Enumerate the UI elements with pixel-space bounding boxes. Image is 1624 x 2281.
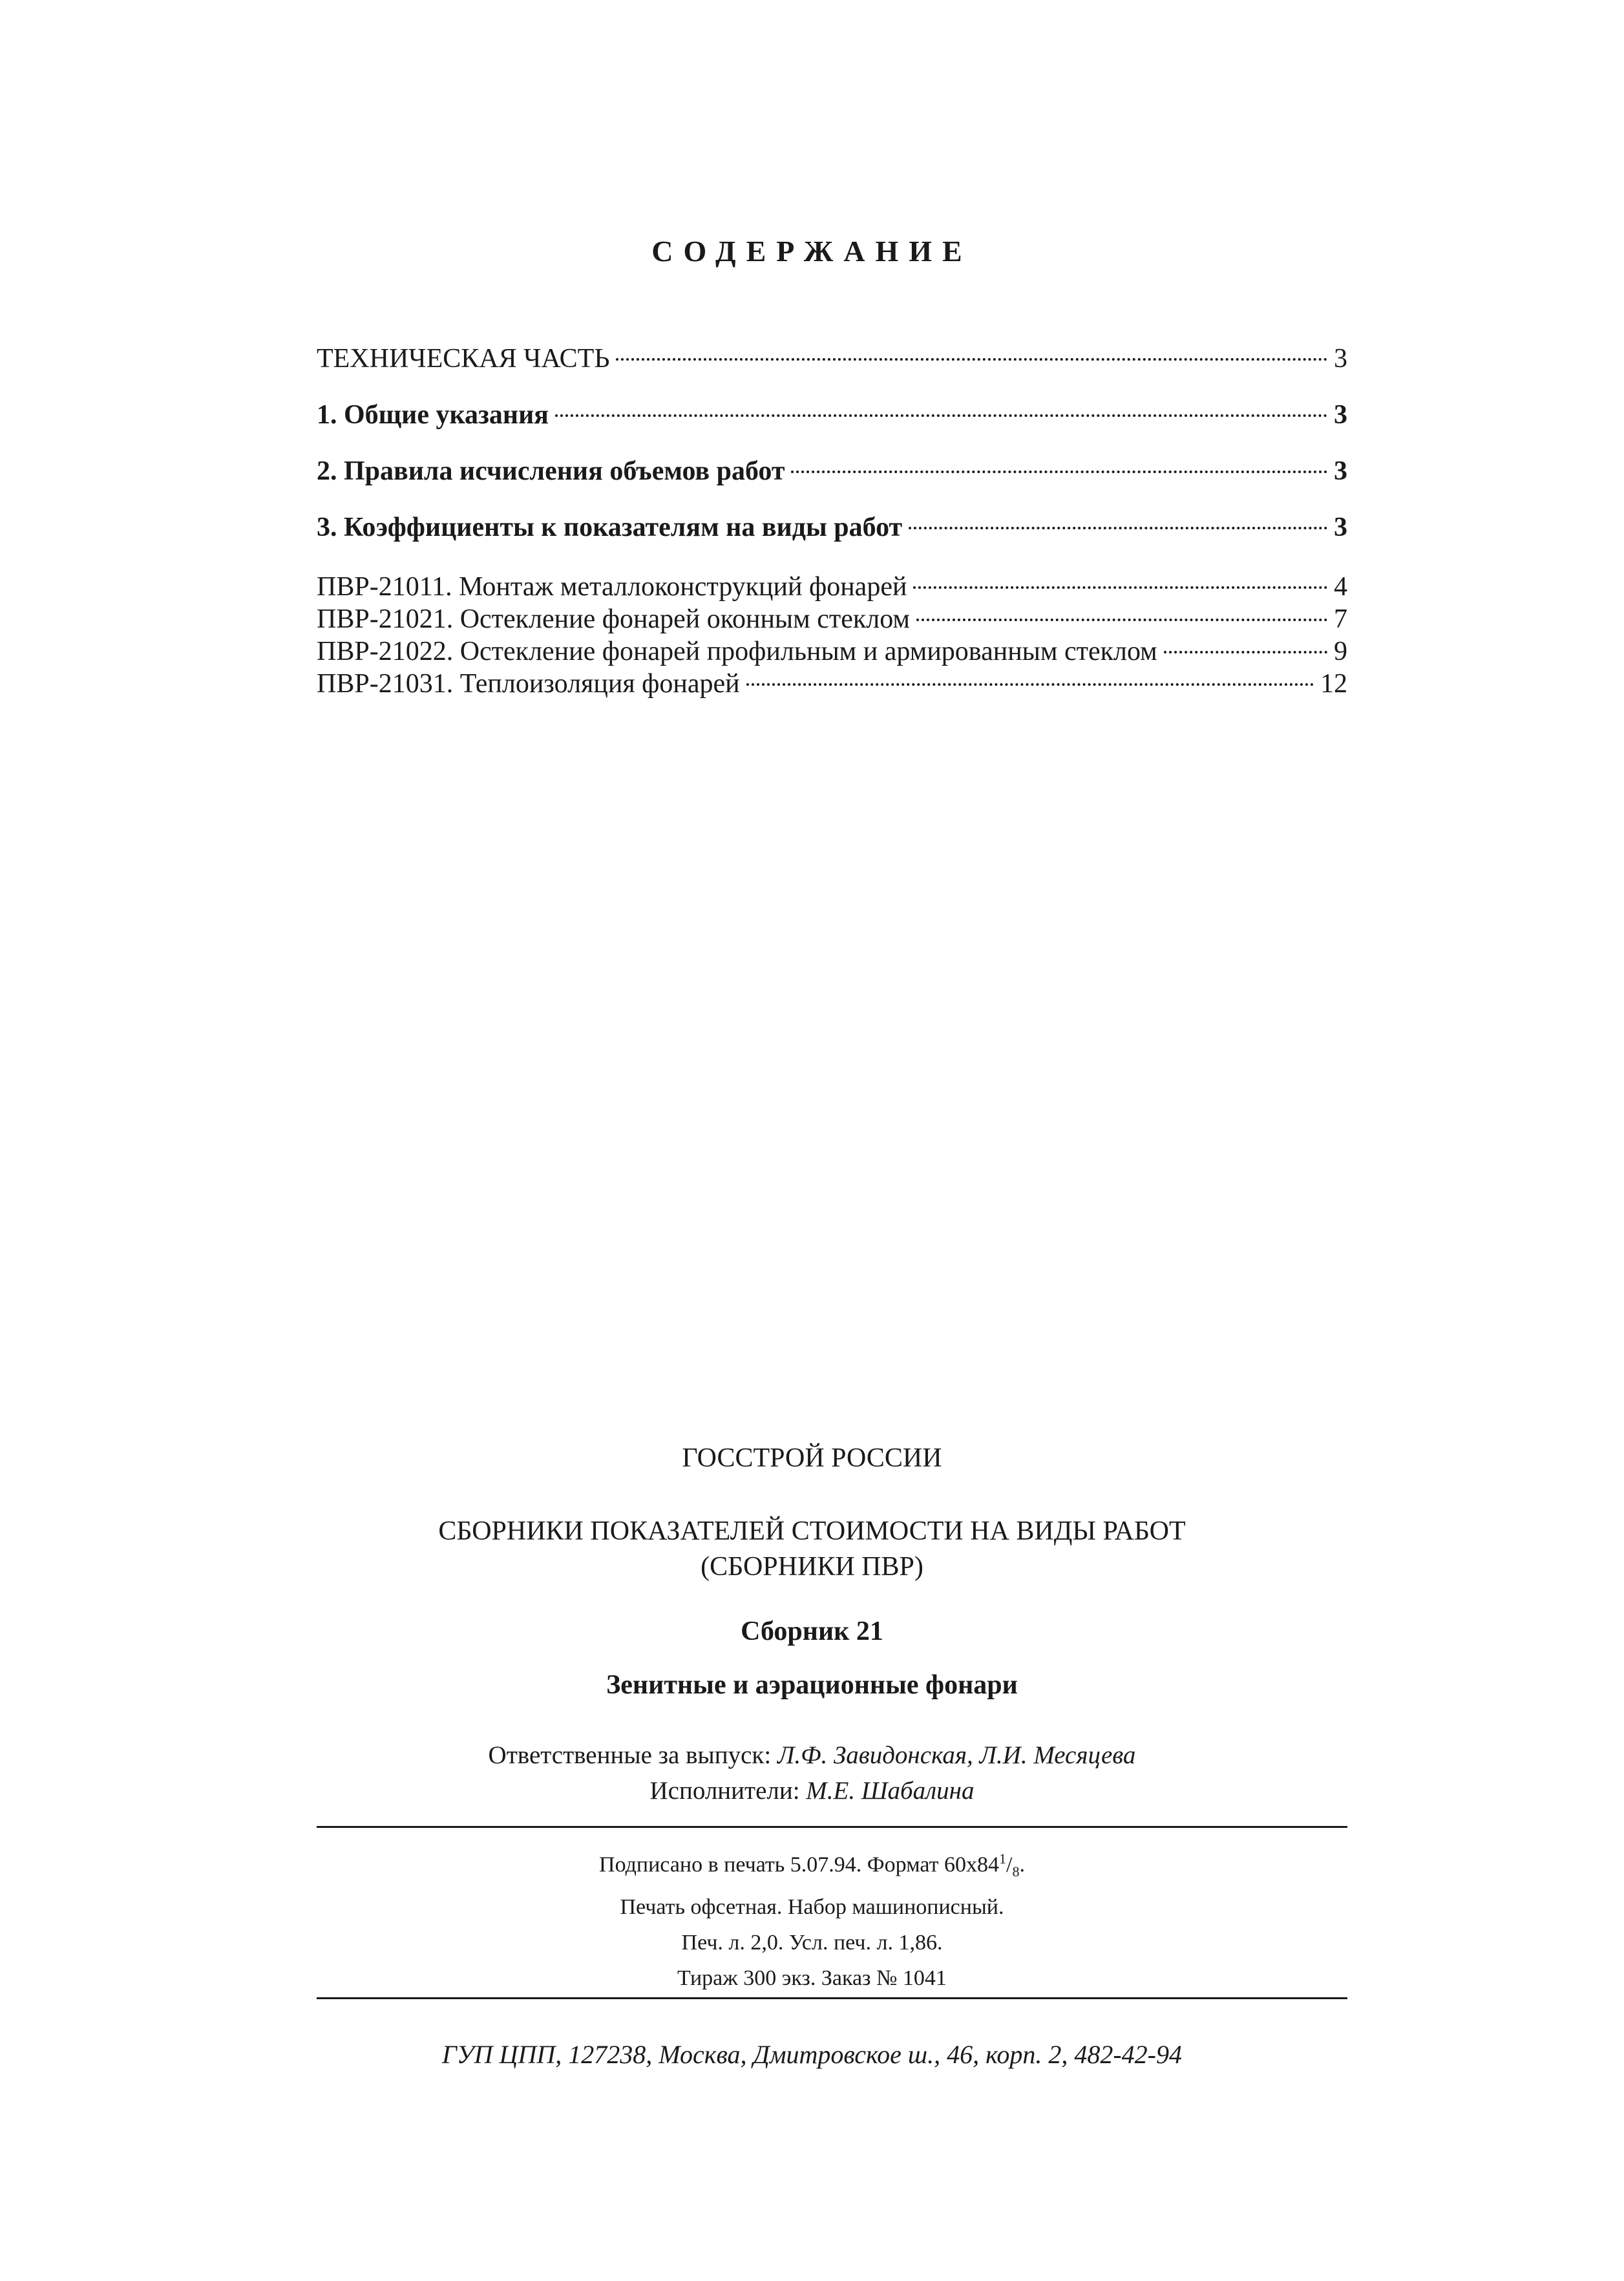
toc-entry-page: 3 (1334, 400, 1347, 430)
toc-entry-page: 3 (1334, 456, 1347, 486)
print-type-line: Печать офсетная. Набор машинописный. (620, 1895, 1004, 1920)
toc-leader-dots (909, 527, 1327, 529)
toc-entry-label: 2. Правила исчисления объемов работ (317, 456, 785, 486)
format-fraction-numerator: 1 (998, 1851, 1006, 1867)
toc-entry-calculation-rules[interactable] (317, 455, 1347, 487)
credits (0, 1737, 1624, 1809)
responsible-names: Л.Ф. Завидонская, Л.И. Месяцева (777, 1741, 1136, 1769)
print-signed-text: Подписано в печать 5.07.94. Формат 60x84 (599, 1852, 999, 1877)
collection-name: Зенитные и аэрационные фонари (606, 1670, 1018, 1700)
toc-leader-dots (555, 414, 1327, 417)
format-fraction-slash: / (1006, 1852, 1013, 1877)
collection-number: Сборник 21 (741, 1617, 883, 1646)
toc-entry-page: 4 (1334, 572, 1347, 602)
contents-title: СОДЕРЖАНИЕ (651, 235, 973, 268)
divider-top (317, 1826, 1347, 1828)
toc-entry-technical-part[interactable] (317, 343, 1347, 375)
toc-entry-coefficients[interactable] (317, 511, 1347, 544)
toc-entry-label: ПВР-21022. Остекление фонарей профильным и армированным стеклом (317, 637, 1157, 666)
toc-leader-dots (791, 471, 1327, 473)
format-fraction-end: . (1019, 1852, 1025, 1877)
toc-entry-pvr-21011[interactable] (317, 571, 1347, 603)
divider-bottom (317, 1997, 1347, 1999)
toc-entry-label: 1. Общие указания (317, 400, 549, 430)
toc-entry-label: ТЕХНИЧЕСКАЯ ЧАСТЬ (317, 344, 610, 374)
print-run-line: Тираж 300 экз. Заказ № 1041 (677, 1966, 947, 1991)
executors-label: Исполнители: (649, 1777, 800, 1805)
toc-leader-dots (916, 619, 1327, 621)
toc-entry-page: 7 (1334, 604, 1347, 634)
toc-entry-pvr-21021[interactable] (317, 603, 1347, 635)
toc-entry-label: ПВР-21011. Монтаж металлоконструкций фонарей (317, 572, 907, 602)
series-title-subline: (СБОРНИКИ ПВР) (701, 1552, 923, 1582)
executors-line (0, 1773, 1624, 1809)
toc-entry-page: 9 (1334, 637, 1347, 666)
series-title-line: СБОРНИКИ ПОКАЗАТЕЛЕЙ СТОИМОСТИ НА ВИДЫ РАБОТ (438, 1516, 1186, 1546)
toc-leader-dots (616, 358, 1327, 361)
responsible-label: Ответственные за выпуск: (488, 1741, 772, 1769)
toc-entry-label: 3. Коэффициенты к показателям на виды работ (317, 513, 903, 542)
toc-entry-pvr-21031[interactable] (317, 668, 1347, 700)
toc-entry-pvr-21022[interactable] (317, 635, 1347, 668)
toc-entry-page: 3 (1334, 513, 1347, 542)
print-signed-line (0, 1841, 1624, 1889)
executors-names: М.Е. Шабалина (806, 1777, 975, 1805)
print-details (0, 1841, 1624, 1996)
toc-entry-page: 12 (1320, 669, 1347, 699)
print-sheets-line: Печ. л. 2,0. Усл. печ. л. 1,86. (681, 1931, 943, 1955)
toc-entry-general-instructions[interactable] (317, 399, 1347, 431)
printer-address: ГУП ЦПП, 127238, Москва, Дмитровское ш., 46, корп. 2, 482-42-94 (442, 2040, 1182, 2069)
toc-leader-dots (913, 586, 1327, 589)
format-fraction-denominator: 8 (1012, 1863, 1020, 1880)
toc-entry-page: 3 (1334, 344, 1347, 374)
series-title (0, 1514, 1624, 1585)
toc-leader-dots (1164, 651, 1327, 653)
table-of-contents (317, 343, 1347, 700)
toc-entry-label: ПВР-21031. Теплоизоляция фонарей (317, 669, 740, 699)
publisher-name: ГОССТРОЙ РОССИИ (682, 1443, 942, 1473)
toc-entry-label: ПВР-21021. Остекление фонарей оконным стеклом (317, 604, 911, 634)
toc-leader-dots (746, 683, 1314, 686)
responsible-line (0, 1737, 1624, 1773)
